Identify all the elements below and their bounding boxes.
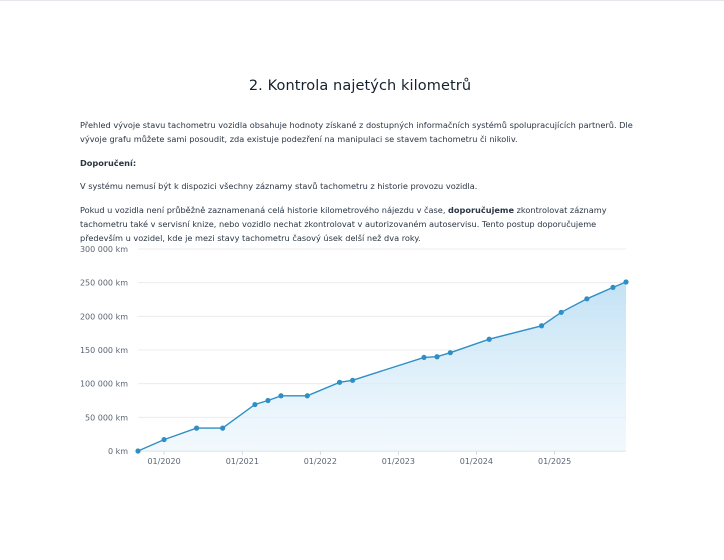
x-axis — [147, 451, 571, 466]
y-axis — [80, 245, 128, 456]
x-tick-label: 01/2024 — [459, 457, 493, 466]
y-tick-label: 200 000 km — [79, 312, 128, 322]
intro-paragraph: Přehled vývoje stavu tachometru vozidla obsahuje hodnoty získané z dostupných informačních systémů spolupracujících partnerů. Dle vývoje grafu můžete sami posoudit, zda existuje podezření na manipulaci se stavem tachometru či nikoliv. — [80, 120, 633, 144]
y-tick-label: 150 000 km — [79, 346, 128, 355]
data-point — [135, 448, 140, 453]
note-2-text-end: zkontrolovat záznamy tachometru také v servisní knize, nebo vozidlo nechat zkontrolovat v autorizovaném autoservisu. Tento postup doporučujeme především u vozidel, kde je mezi stavy tachometru časový úsek delší než dva roky. — [80, 205, 607, 243]
note-2-emphasis: doporučujeme — [448, 205, 515, 215]
data-point — [487, 337, 492, 342]
section-title: 2. Kontrola najetých kilometrů — [248, 78, 472, 94]
recommendation-heading: Doporučení: — [80, 158, 137, 168]
data-point — [421, 355, 426, 360]
recommendation-note-1: V systému nemusí být k dispozici všechny záznamy stavů tachometru z historie provozu vozidla. — [80, 181, 478, 191]
data-point — [350, 378, 355, 383]
y-tick-label: 250 000 km — [79, 278, 128, 288]
data-point — [161, 437, 166, 442]
x-tick-label: 01/2021 — [225, 457, 259, 466]
data-point — [252, 402, 257, 407]
data-point — [278, 393, 283, 398]
note-2-text-start: Pokud u vozidla není průběžně zaznamenaná celá historie kilometrového nájezdu v čase, — [80, 205, 449, 215]
data-point — [623, 279, 628, 284]
data-point — [584, 296, 589, 301]
data-point — [194, 426, 199, 431]
x-tick-label: 01/2022 — [303, 457, 337, 466]
data-point — [559, 310, 564, 315]
y-tick-label: 50 000 km — [85, 413, 128, 423]
data-point — [220, 426, 225, 431]
y-tick-label: 0 km — [107, 447, 128, 456]
data-point — [539, 323, 544, 328]
x-tick-label: 01/2023 — [381, 457, 415, 466]
data-point — [265, 398, 270, 403]
data-point — [337, 380, 342, 385]
data-point — [448, 350, 453, 355]
data-point — [305, 393, 310, 398]
data-point — [434, 354, 439, 359]
y-tick-label: 100 000 km — [79, 379, 128, 389]
x-tick-label: 01/2025 — [537, 457, 572, 466]
mileage-area — [138, 282, 626, 451]
y-tick-label: 300 000 km — [79, 245, 128, 254]
x-tick-label: 01/2020 — [147, 457, 181, 466]
data-point — [610, 285, 615, 290]
